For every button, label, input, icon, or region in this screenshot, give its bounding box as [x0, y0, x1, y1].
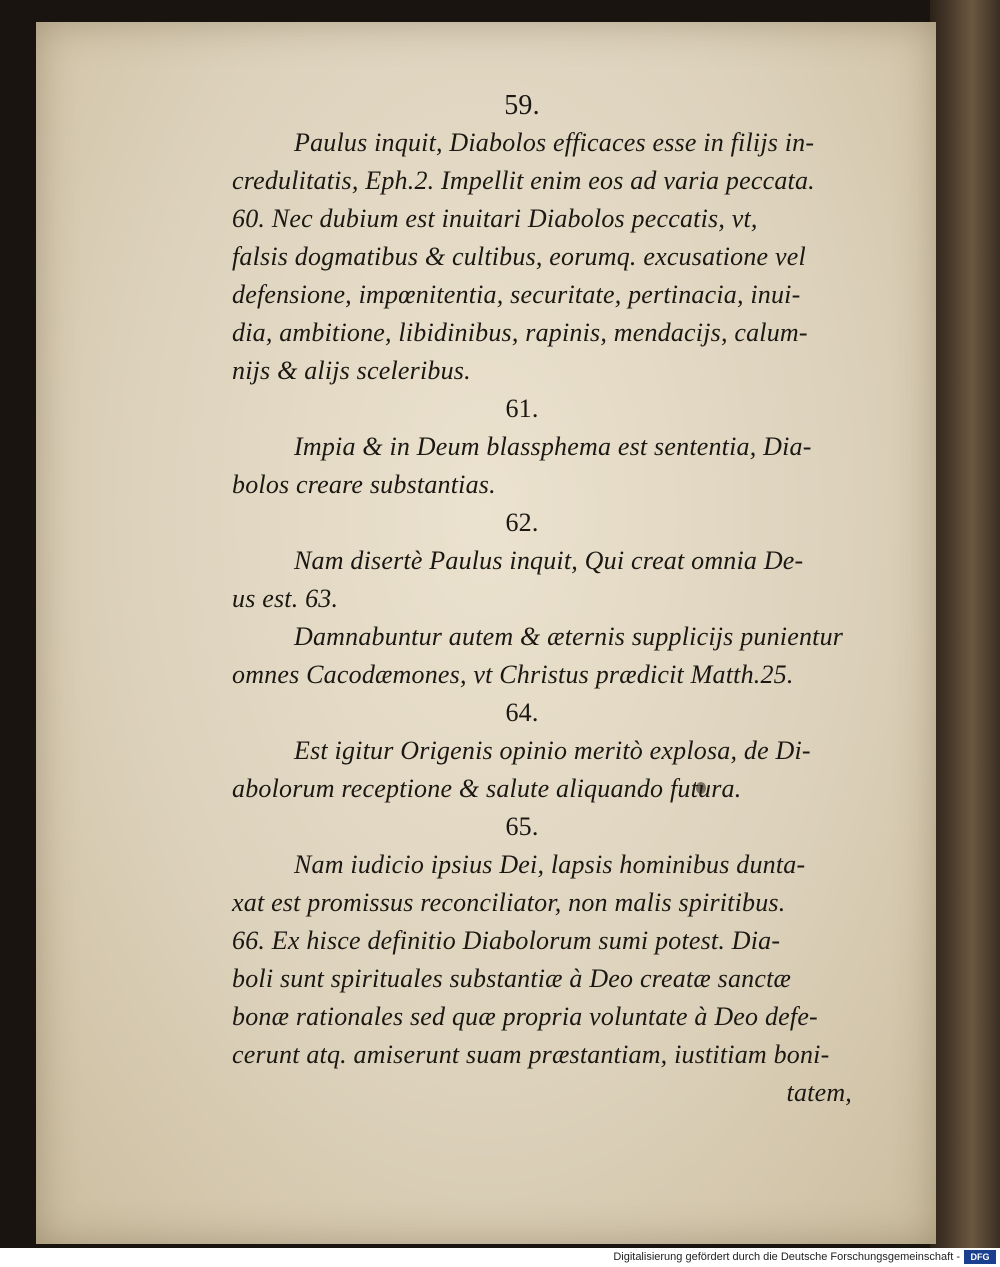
text-line: boli sunt spirituales substantiæ à Deo creatæ sanctæ — [232, 964, 792, 993]
text-line: 60. Nec dubium est inuitari Diabolos peccatis, vt, — [232, 204, 758, 233]
text-line: us est. 63. — [232, 584, 339, 613]
text-line: nijs & alijs sceleribus. — [232, 356, 471, 385]
section-number: 64. — [505, 698, 539, 727]
section-number: 62. — [505, 508, 539, 537]
text-line: cerunt atq. amiserunt suam præstantiam, iustitiam boni- — [232, 1040, 830, 1069]
text-line: Est igitur Origenis opinio meritò explosa, de Di- — [294, 736, 811, 765]
text-line: falsis dogmatibus & cultibus, eorumq. excusatione vel — [232, 242, 806, 271]
page-text — [232, 88, 892, 1112]
catchword: tatem, — [786, 1078, 852, 1107]
text-line: bonæ rationales sed quæ propria voluntate à Deo defe- — [232, 1002, 818, 1031]
text-line: Damnabuntur autem & æternis supplicijs punientur — [294, 622, 844, 651]
text-line: Impia & in Deum blassphema est sententia, Dia- — [294, 432, 812, 461]
text-line: defensione, impœnitentia, securitate, pertinacia, inui- — [232, 280, 801, 309]
text-line: credulitatis, Eph.2. Impellit enim eos ad varia peccata. — [232, 166, 815, 195]
section-number: 61. — [505, 394, 539, 423]
text-line: Paulus inquit, Diabolos efficaces esse in filijs in- — [294, 128, 815, 157]
text-line: xat est promissus reconciliator, non malis spiritibus. — [232, 888, 786, 917]
text-line: Nam iudicio ipsius Dei, lapsis hominibus dunta- — [294, 850, 806, 879]
footer-bar — [0, 1248, 1000, 1267]
book-edge — [930, 0, 1000, 1248]
text-line: Nam disertè Paulus inquit, Qui creat omnia De- — [294, 546, 804, 575]
text-line: omnes Cacodæmones, vt Christus prædicit Matth.25. — [232, 660, 794, 689]
funding-credit: Digitalisierung gefördert durch die Deutsche Forschungsgemeinschaft - — [613, 1251, 960, 1263]
section-number: 65. — [505, 812, 539, 841]
page-number: 59. — [504, 90, 540, 121]
text-line: 66. Ex hisce definitio Diabolorum sumi potest. Dia- — [232, 926, 781, 955]
text-line: dia, ambitione, libidinibus, rapinis, mendacijs, calum- — [232, 318, 808, 347]
text-line: abolorum receptione & salute aliquando futura. — [232, 774, 742, 803]
text-line: bolos creare substantias. — [232, 470, 496, 499]
dfg-logo: DFG — [964, 1250, 996, 1264]
